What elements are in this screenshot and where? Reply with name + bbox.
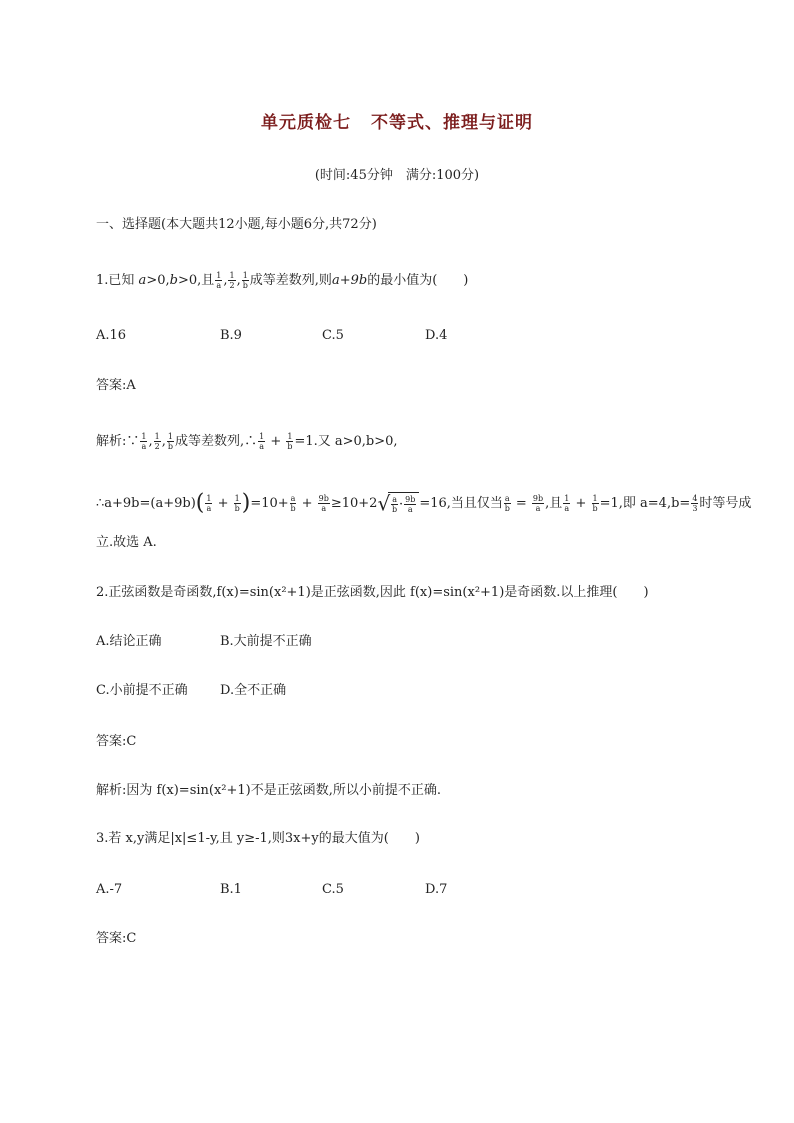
q1-option-c: C.5 [322, 328, 344, 343]
time-note: (时间:45分钟 满分:100分) [314, 168, 480, 183]
q1-answer: 答案:A [96, 378, 136, 393]
question-2: 2.正弦函数是奇函数,f(x)=sin(x²+1)是正弦函数,因此 f(x)=sin(x²+1)是奇函数.以上推理( ) [96, 585, 649, 600]
q3-answer: 答案:C [96, 931, 137, 946]
q2-option-a: A.结论正确 [96, 634, 162, 649]
q2-option-d: D.全不正确 [220, 683, 287, 698]
q2-option-b: B.大前提不正确 [220, 634, 312, 649]
sqrt: √ $\frac{a}{b}$ · $\frac{9b}{a}$ [377, 492, 419, 515]
q2-option-c: C.小前提不正确 [96, 683, 188, 698]
question-3: 3.若 x,y满足|x|≤1-y,且 y≥-1,则3x+y的最大值为( ) [96, 831, 420, 846]
q2-solution: 解析:因为 f(x)=sin(x²+1)不是正弦函数,所以小前提不正确. [96, 783, 442, 798]
page-title [0, 108, 794, 133]
section-heading: 一、选择题(本大题共12小题,每小题6分,共72分) [96, 217, 377, 232]
q1-option-b: B.9 [220, 328, 242, 343]
q3-option-d: D.7 [425, 882, 448, 897]
q1-option-a: A.16 [96, 328, 127, 343]
fraction: $\frac{1}{2}$ [229, 271, 235, 290]
q3-option-b: B.1 [220, 882, 242, 897]
title-part-1: 单元质检七 [261, 113, 351, 133]
fraction: $\frac{1}{b}$ [242, 271, 248, 290]
q3-option-a: A.-7 [96, 882, 123, 897]
q1-solution-line-1: 解析:∵ $\frac{1}{a}$ , $\frac{1}{2}$ , $\frac{1}{b}$ 成等差数列,∴ $\frac{1}{a}$ + $\frac{1}{b}$ =1.又 a>0,b>0, [96, 432, 398, 451]
q1-solution-line-3: 立.故选 A. [96, 535, 157, 550]
q1-option-d: D.4 [425, 328, 448, 343]
question-1: 1.已知 a>0,b>0,且 $\frac{1}{a}$ , $\frac{1}{2}$ , $\frac{1}{b}$ 成等差数列,则a+9b的最小值为( ) [96, 271, 469, 290]
q1-solution-line-2: ∴a+9b=(a+9b)( $\frac{1}{a}$ + $\frac{1}{b}$ )=10+ $\frac{a}{b}$ + $\frac{9b}{a}$ ≥10+2√ $\frac{a}{b}$ · $\frac{9b}{a}$ =16,当且仅当 $\frac{a}{b}$ = $\frac{9b}{a}$ ,且 $\frac{1}{a}$ + $\frac{1}{b}$ =1,即 a=4,b= $\frac{4}{3}$ 时等号成 [96, 490, 752, 516]
q2-answer: 答案:C [96, 734, 137, 749]
title-part-2: 不等式、推理与证明 [371, 113, 533, 133]
q3-option-c: C.5 [322, 882, 344, 897]
fraction: $\frac{1}{a}$ [216, 271, 222, 290]
